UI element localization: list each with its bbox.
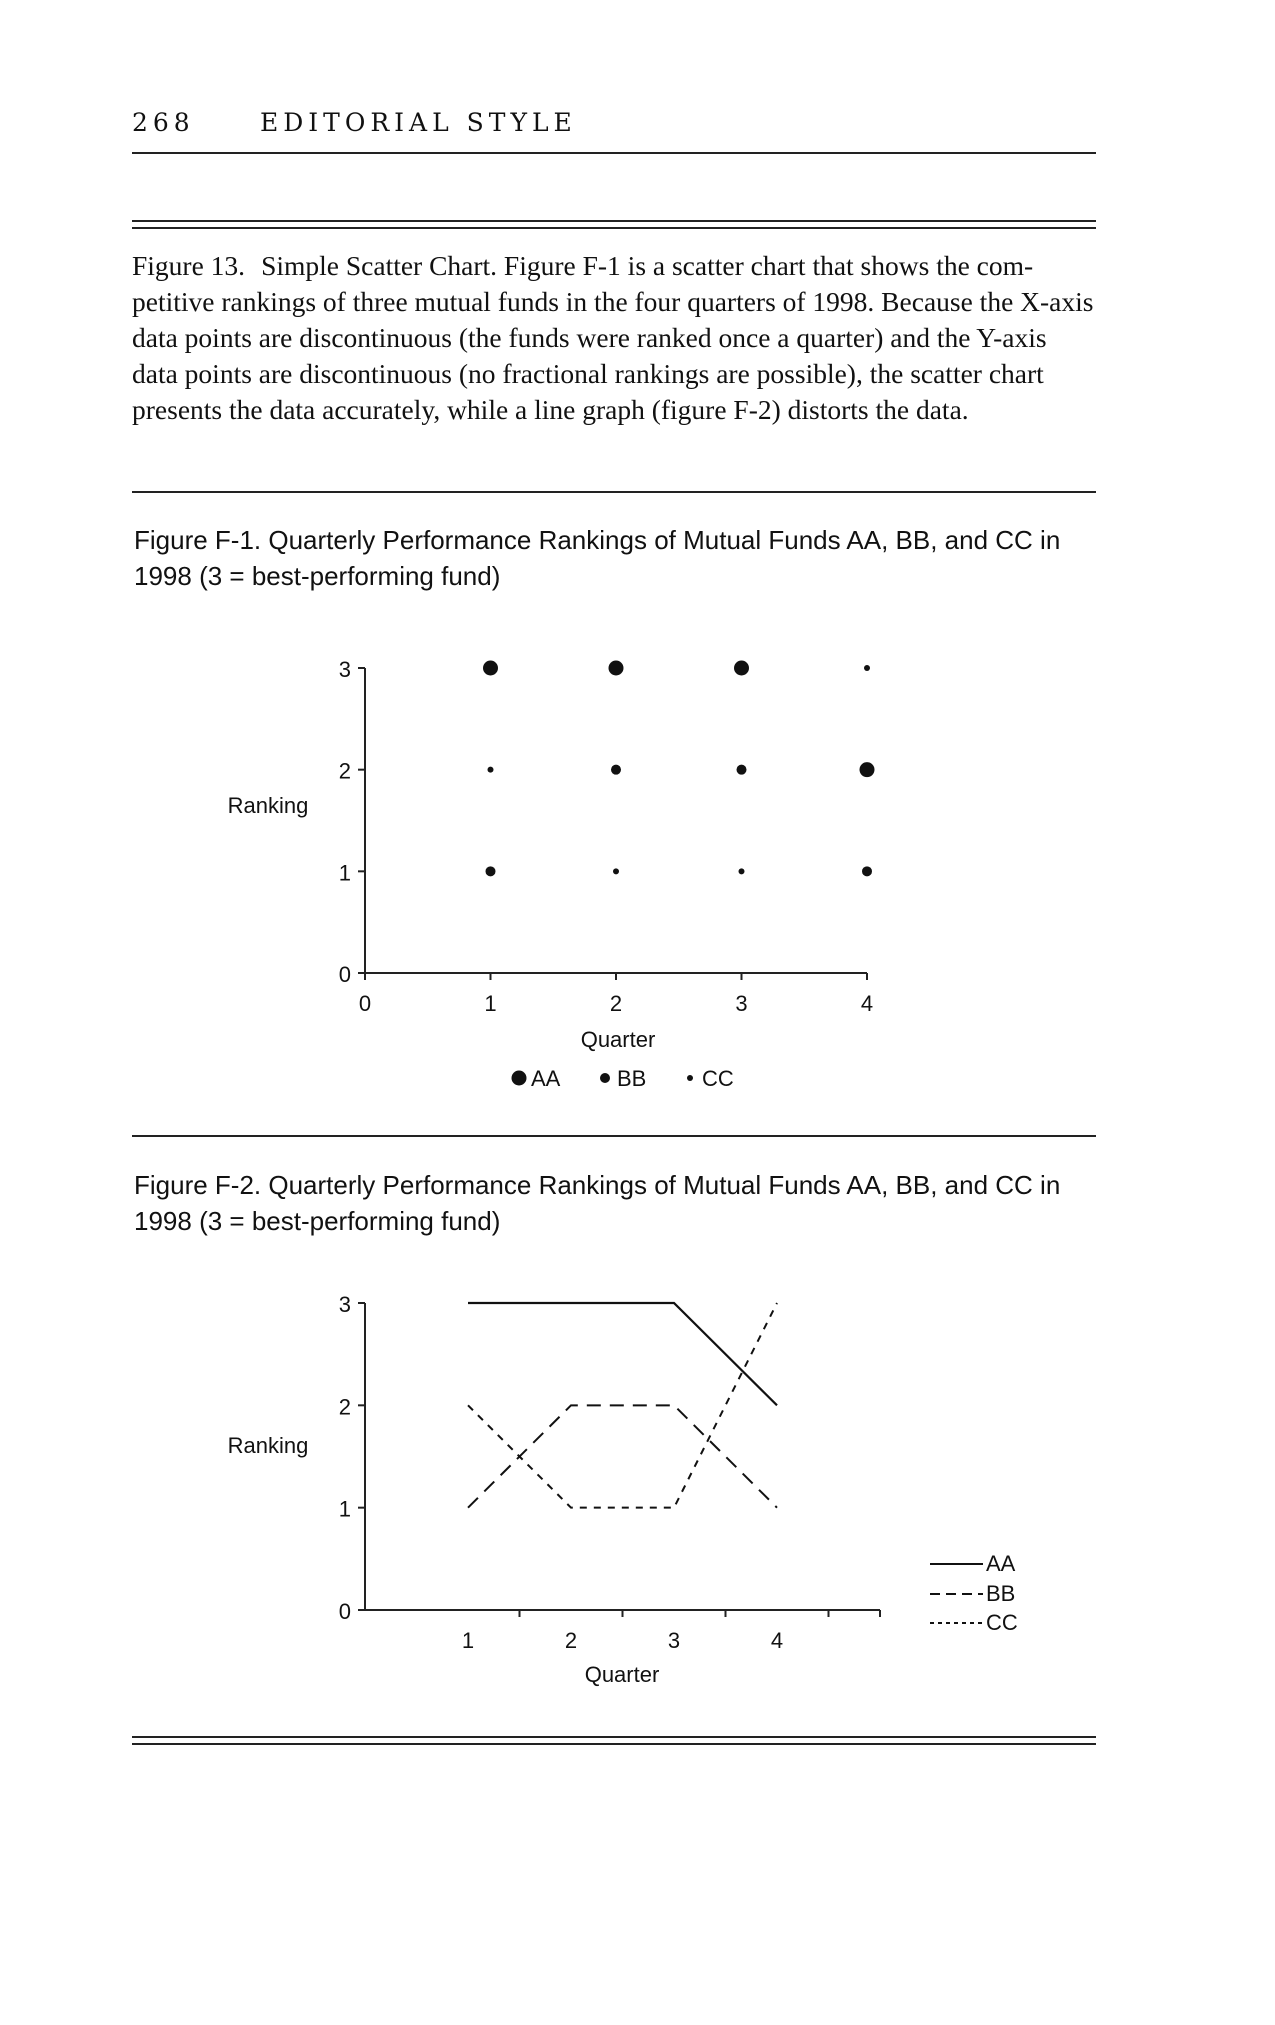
page-number: 268 (132, 108, 195, 137)
bottom-double-rule-2 (132, 1743, 1096, 1745)
section-rule-1 (132, 491, 1096, 493)
scatter-point-cc (739, 868, 745, 874)
figure-f1-scatter-chart (0, 640, 1275, 1100)
x-tick-label: 0 (358, 991, 372, 1016)
figure-13-description (132, 248, 1096, 428)
legend-label-aa: AA (986, 1551, 1016, 1576)
y-tick-label: 2 (338, 1394, 351, 1420)
legend-label-bb: BB (986, 1581, 1016, 1606)
y-axis-label: Ranking (227, 1433, 309, 1458)
series-line-aa (468, 1303, 777, 1405)
figure-f1-caption: Figure F-1. Quarterly Performance Rankings of Mutual Funds AA, BB, and CC in 1998 (3 = best-performing fund) (134, 525, 1061, 591)
y-tick-label: 1 (338, 1496, 351, 1522)
y-axis-label: Ranking (227, 793, 309, 818)
scatter-point-bb (611, 765, 621, 775)
top-double-rule-2 (132, 227, 1096, 229)
scatter-point-cc (488, 767, 494, 773)
legend-marker-cc (687, 1075, 693, 1081)
x-tick-label: 4 (770, 1628, 784, 1653)
x-tick-label: 2 (609, 991, 623, 1016)
legend-label-bb: BB (617, 1066, 647, 1091)
x-tick-label: 2 (564, 1628, 578, 1653)
x-tick-label: 3 (667, 1628, 681, 1653)
scatter-point-aa (483, 661, 498, 676)
x-axis-label: Quarter (584, 1662, 660, 1687)
section-rule-2 (132, 1135, 1096, 1137)
x-tick-label: 4 (860, 991, 874, 1016)
x-axis-label: Quarter (580, 1027, 656, 1052)
x-tick-label: 1 (461, 1628, 475, 1653)
legend-marker-bb (600, 1073, 610, 1083)
y-tick-label: 0 (338, 962, 351, 987)
running-head (132, 108, 1096, 137)
scatter-point-aa (734, 661, 749, 676)
y-tick-label: 1 (338, 860, 351, 886)
legend-label-cc: CC (702, 1066, 734, 1091)
series-line-bb (468, 1405, 777, 1507)
y-tick-label: 3 (338, 1292, 351, 1317)
figure-13-label: Figure 13. (132, 250, 246, 281)
legend-marker-aa (512, 1071, 527, 1086)
x-tick-label: 3 (735, 991, 748, 1016)
scatter-point-bb (737, 765, 747, 775)
top-double-rule-1 (132, 220, 1096, 222)
y-tick-label: 3 (338, 657, 351, 682)
figure-13-text: Simple Scatter Chart. Figure F-1 is a scatter chart that shows the competitive rankings of three mutual funds in the four quarters of 1998. Because the X-axis data points are discontinuous (the funds were ranked once a quarter) and the Y-axis data points are discontinuous (no fractional rankings are possible), the scatter chart presents the data accurately, while a line graph (figure F-2) distorts the data. (132, 250, 1094, 425)
scatter-point-bb (486, 866, 496, 876)
scatter-point-aa (860, 762, 875, 777)
scatter-point-bb (862, 866, 872, 876)
x-tick-label: 1 (484, 991, 497, 1016)
legend-label-cc: CC (986, 1610, 1018, 1635)
header-rule (132, 152, 1096, 154)
figure-f2-caption: Figure F-2. Quarterly Performance Rankings of Mutual Funds AA, BB, and CC in 1998 (3 = best-performing fund) (134, 1170, 1061, 1236)
scatter-point-cc (613, 868, 619, 874)
y-tick-label: 0 (338, 1599, 351, 1624)
scatter-point-aa (609, 661, 624, 676)
legend-label-aa: AA (531, 1066, 561, 1091)
figure-f2-line-chart (0, 1275, 1275, 1695)
running-title: EDITORIAL STYLE (260, 108, 577, 137)
scatter-point-cc (864, 665, 870, 671)
bottom-double-rule-1 (132, 1736, 1096, 1738)
y-tick-label: 2 (338, 758, 351, 784)
